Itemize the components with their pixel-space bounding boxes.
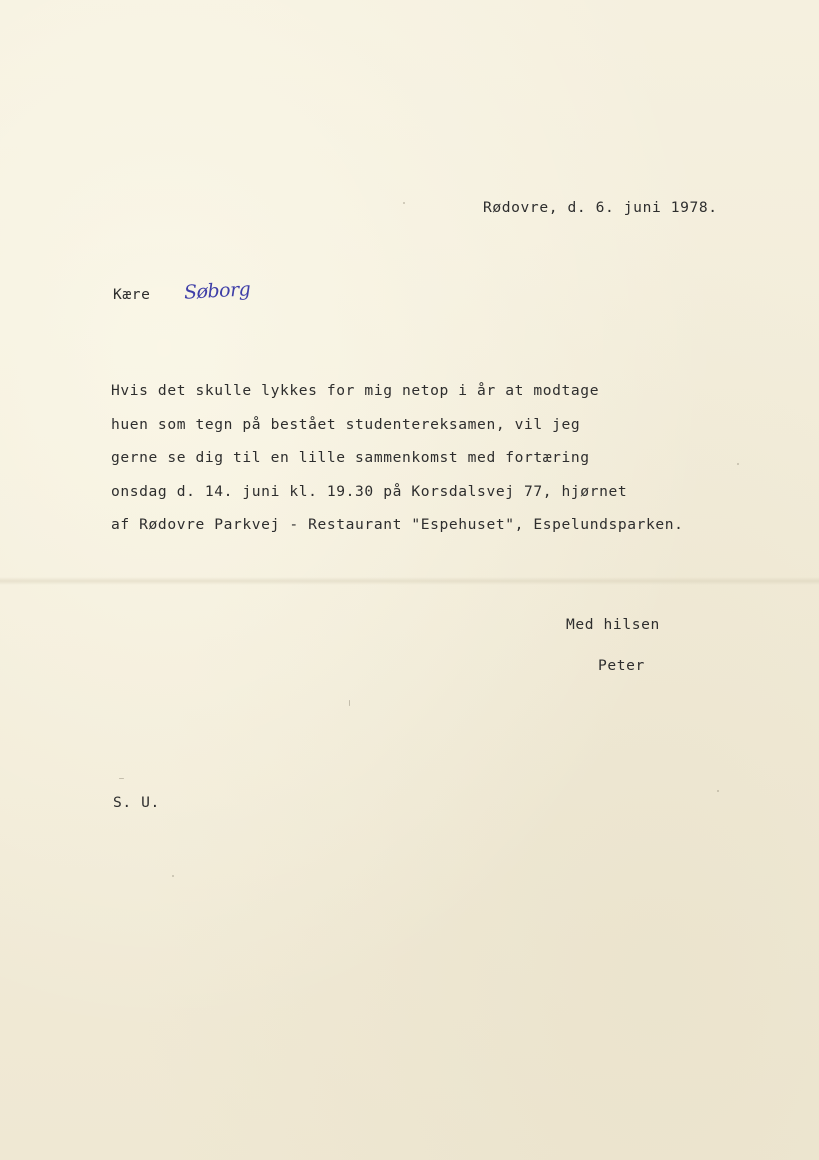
closing: Med hilsen <box>566 616 660 633</box>
paper-speck <box>172 875 174 877</box>
paper-speck <box>737 463 739 465</box>
body-line: onsdag d. 14. juni kl. 19.30 på Korsdalsvej 77, hjørnet <box>111 482 628 500</box>
body-line: af Rødovre Parkvej - Restaurant "Espehuset", Espelundsparken. <box>111 516 684 533</box>
paper-speck <box>403 202 405 204</box>
rsvp-note: S. U. <box>113 794 160 811</box>
signature: Peter <box>598 657 645 674</box>
paper-speck <box>349 700 350 706</box>
paper-speck <box>119 778 124 779</box>
letter-body <box>111 383 684 551</box>
paper-fold <box>0 577 819 585</box>
body-line: huen som tegn på bestået studentereksamen, vil jeg <box>111 415 581 433</box>
handwritten-recipient-name: Søborg <box>183 278 251 304</box>
salutation: Kære <box>113 286 151 303</box>
body-line: Hvis det skulle lykkes for mig netop i år at modtage <box>111 382 600 399</box>
body-line: gerne se dig til en lille sammenkomst med fortæring <box>111 449 590 466</box>
date-line: Rødovre, d. 6. juni 1978. <box>483 199 718 216</box>
paper-speck <box>717 790 719 792</box>
